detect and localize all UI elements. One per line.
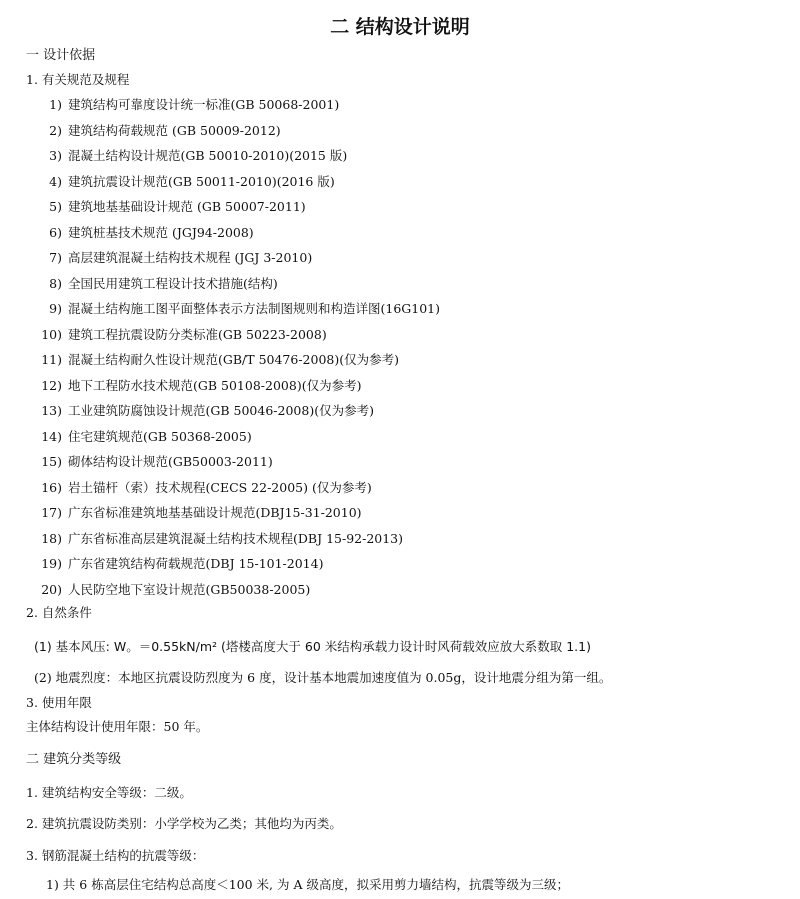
subheading-natural-conditions: 2. 自然条件 <box>26 605 92 620</box>
code-item-text: 广东省建筑结构荷载规范(DBJ 15-101-2014) <box>68 556 324 571</box>
code-list-item <box>36 276 278 292</box>
code-item-number: 7) <box>49 250 62 265</box>
code-item-text: 住宅建筑规范(GB 50368-2005) <box>68 428 252 444</box>
code-list-item <box>36 97 339 113</box>
code-item-text: 全国民用建筑工程设计技术措施(结构) <box>68 275 278 291</box>
subheading-service-life: 3. 使用年限 <box>26 695 92 710</box>
code-item-number: 16) <box>41 479 62 495</box>
code-list-item <box>36 454 273 470</box>
code-list-item <box>36 556 323 572</box>
code-item-number: 9) <box>49 301 62 316</box>
code-list-item <box>36 225 254 241</box>
code-item-number: 15) <box>41 454 62 469</box>
code-item-text: 地下工程防水技术规范(GB 50108-2008)(仅为参考) <box>68 377 362 393</box>
code-item-text: 建筑抗震设计规范(GB 50011-2010)(2016 版) <box>68 173 335 189</box>
code-list-item <box>36 250 312 266</box>
code-item-number: 18) <box>41 530 62 546</box>
code-list-item <box>36 199 306 215</box>
code-item-text: 混凝土结构设计规范(GB 50010-2010)(2015 版) <box>68 148 348 163</box>
code-item-number: 14) <box>41 428 62 444</box>
code-item-number: 6) <box>49 224 62 240</box>
code-item-number: 20) <box>41 581 62 597</box>
code-list-item <box>36 301 440 317</box>
code-list-item <box>36 480 372 496</box>
code-list-item <box>36 327 327 343</box>
code-item-number: 4) <box>49 173 62 189</box>
code-item-number: 8) <box>49 275 62 291</box>
code-item-number: 2) <box>49 122 62 138</box>
safety-grade-line: 1. 建筑结构安全等级：二级。 <box>26 785 192 800</box>
section-heading-classification: 二 建筑分类等级 <box>26 752 122 767</box>
code-item-text: 砌体结构设计规范(GB50003-2011) <box>68 454 273 469</box>
code-item-text: 建筑工程抗震设防分类标准(GB 50223-2008) <box>68 326 327 342</box>
service-life-line: 主体结构设计使用年限：50 年。 <box>26 719 209 734</box>
code-item-text: 工业建筑防腐蚀设计规范(GB 50046-2008)(仅为参考) <box>68 403 374 418</box>
seismic-grade-heading: 3. 钢筋混凝土结构的抗震等级： <box>26 848 205 863</box>
code-list-item <box>36 174 335 190</box>
seismic-intensity-line: (2) 地震烈度：本地区抗震设防烈度为 6 度，设计基本地震加速度值为 0.05g，设计地震分组为第一组。 <box>34 670 612 685</box>
subheading-codes: 1. 有关规范及规程 <box>26 72 130 87</box>
seismic-grade-item-1: 1) 共 6 栋高层住宅结构总高度＜100 米, 为 A 级高度，拟采用剪力墙结构，抗震等级为三级； <box>46 877 569 892</box>
code-item-number: 1) <box>49 97 62 112</box>
wind-pressure-line: (1) 基本风压: W。＝0.55kN/m² (塔楼高度大于 60 米结构承载力设计时风荷载效应放大系数取 1.1) <box>34 639 591 654</box>
code-item-text: 人民防空地下室设计规范(GB50038-2005) <box>68 581 311 597</box>
code-item-text: 混凝土结构施工图平面整体表示方法制图规则和构造详图(16G101) <box>68 301 441 316</box>
code-list-item <box>36 582 310 598</box>
code-item-text: 建筑结构可靠度设计统一标准(GB 50068-2001) <box>68 97 340 112</box>
code-list-item <box>36 403 374 419</box>
seismic-category-line: 2. 建筑抗震设防类别：小学学校为乙类；其他均为丙类。 <box>26 816 342 831</box>
code-item-text: 高层建筑混凝土结构技术规程 (JGJ 3-2010) <box>68 250 313 265</box>
code-list-item <box>36 148 347 164</box>
code-item-number: 10) <box>41 326 62 342</box>
code-item-number: 17) <box>41 505 62 520</box>
code-list-item <box>36 505 362 521</box>
code-item-number: 3) <box>49 148 62 163</box>
code-item-text: 混凝土结构耐久性设计规范(GB/T 50476-2008)(仅为参考) <box>68 352 400 367</box>
code-list-item <box>36 352 399 368</box>
code-item-text: 建筑桩基技术规范 (JGJ94-2008) <box>68 224 254 240</box>
code-list-item <box>36 378 361 394</box>
code-list-item <box>36 123 281 139</box>
code-item-number: 11) <box>41 352 62 367</box>
code-item-text: 建筑地基基础设计规范 (GB 50007-2011) <box>68 199 306 214</box>
page-title: 二 结构设计说明 <box>330 16 470 38</box>
code-item-text: 广东省标准高层建筑混凝土结构技术规程(DBJ 15-92-2013) <box>68 530 404 546</box>
code-item-number: 19) <box>41 556 62 571</box>
code-list-item <box>36 429 252 445</box>
code-item-number: 12) <box>41 377 62 393</box>
section-heading-design-basis: 一 设计依据 <box>26 48 96 63</box>
code-item-text: 广东省标准建筑地基基础设计规范(DBJ15-31-2010) <box>68 505 362 520</box>
code-item-number: 5) <box>49 199 62 214</box>
code-item-number: 13) <box>41 403 62 418</box>
code-item-text: 岩土锚杆（索）技术规程(CECS 22-2005) (仅为参考) <box>68 479 372 495</box>
code-item-text: 建筑结构荷载规范 (GB 50009-2012) <box>68 122 281 138</box>
code-list-item <box>36 531 403 547</box>
